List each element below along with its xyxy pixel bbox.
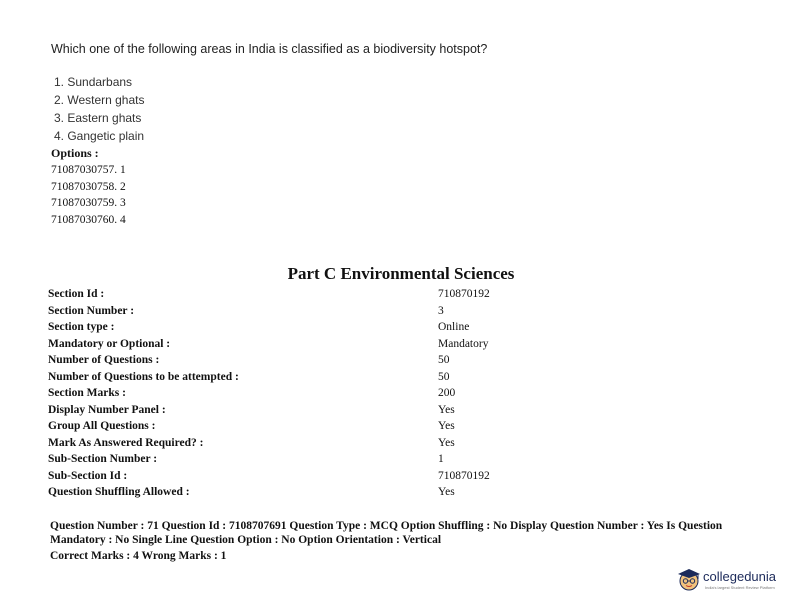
meta-key: Section Number : bbox=[48, 304, 135, 317]
option-code-list bbox=[51, 162, 126, 228]
meta-key: Group All Questions : bbox=[48, 420, 156, 432]
meta-key: Section Id : bbox=[48, 288, 105, 300]
options-label: Options : bbox=[51, 146, 99, 160]
student-mascot-icon bbox=[676, 566, 702, 592]
meta-row bbox=[48, 336, 568, 353]
meta-row bbox=[48, 402, 568, 419]
choice-item: 3. Eastern ghats bbox=[54, 111, 142, 125]
meta-value: 50 bbox=[438, 370, 450, 383]
meta-value: Yes bbox=[438, 403, 455, 416]
meta-key: Number of Questions to be attempted : bbox=[48, 370, 239, 383]
meta-row bbox=[48, 286, 568, 303]
meta-value: Yes bbox=[438, 420, 455, 432]
meta-row bbox=[48, 418, 568, 435]
meta-key: Section type : bbox=[48, 321, 115, 333]
logo-text: collegedunia bbox=[703, 569, 777, 584]
meta-value: 50 bbox=[438, 354, 450, 366]
section-title: Part C Environmental Sciences bbox=[287, 264, 515, 283]
meta-key: Section Marks : bbox=[48, 387, 126, 399]
meta-value: 710870192 bbox=[438, 469, 490, 482]
logo-tagline: India's largest Student Review Platform bbox=[705, 585, 775, 590]
meta-row bbox=[48, 352, 568, 369]
meta-value: Mandatory bbox=[438, 337, 489, 350]
meta-row bbox=[48, 303, 568, 320]
marks-info: Correct Marks : 4 Wrong Marks : 1 bbox=[50, 550, 227, 562]
choice-list bbox=[54, 73, 145, 145]
meta-row bbox=[48, 319, 568, 336]
meta-value: Yes bbox=[438, 436, 455, 449]
meta-value: 3 bbox=[438, 304, 444, 317]
meta-row bbox=[48, 468, 568, 485]
option-code: 71087030759. 3 bbox=[51, 197, 126, 209]
meta-key: Mandatory or Optional : bbox=[48, 337, 171, 350]
meta-value: 200 bbox=[438, 387, 456, 399]
meta-key: Number of Questions : bbox=[48, 354, 160, 366]
meta-key: Display Number Panel : bbox=[48, 403, 166, 416]
meta-key: Sub-Section Number : bbox=[48, 453, 158, 465]
meta-key: Question Shuffling Allowed : bbox=[48, 486, 190, 498]
meta-value: 710870192 bbox=[438, 288, 490, 300]
choice-item: 4. Gangetic plain bbox=[54, 129, 145, 143]
meta-key: Sub-Section Id : bbox=[48, 469, 128, 482]
option-code: 71087030758. 2 bbox=[51, 180, 126, 193]
meta-key: Mark As Answered Required? : bbox=[48, 436, 204, 449]
meta-row bbox=[48, 451, 568, 468]
question-info: Question Number : 71 Question Id : 7108707691 Question Type : MCQ Option Shuffling : No Display Question Number : Yes Is Question Mandatory : No Single Line Question Option : No Option Orientation : Vertical bbox=[50, 520, 723, 546]
option-code: 71087030757. 1 bbox=[51, 164, 126, 176]
meta-row bbox=[48, 369, 568, 386]
question-text: Which one of the following areas in India is classified as a biodiversity hotspot? bbox=[51, 42, 488, 56]
choice-item: 2. Western ghats bbox=[54, 93, 145, 107]
section-meta-table bbox=[48, 286, 568, 501]
meta-value: 1 bbox=[438, 453, 444, 465]
collegedunia-logo bbox=[676, 566, 786, 594]
meta-row bbox=[48, 484, 568, 501]
meta-row bbox=[48, 385, 568, 402]
meta-value: Online bbox=[438, 321, 470, 333]
option-code: 71087030760. 4 bbox=[51, 213, 126, 226]
meta-row bbox=[48, 435, 568, 452]
choice-item: 1. Sundarbans bbox=[54, 75, 133, 89]
meta-value: Yes bbox=[438, 486, 455, 498]
